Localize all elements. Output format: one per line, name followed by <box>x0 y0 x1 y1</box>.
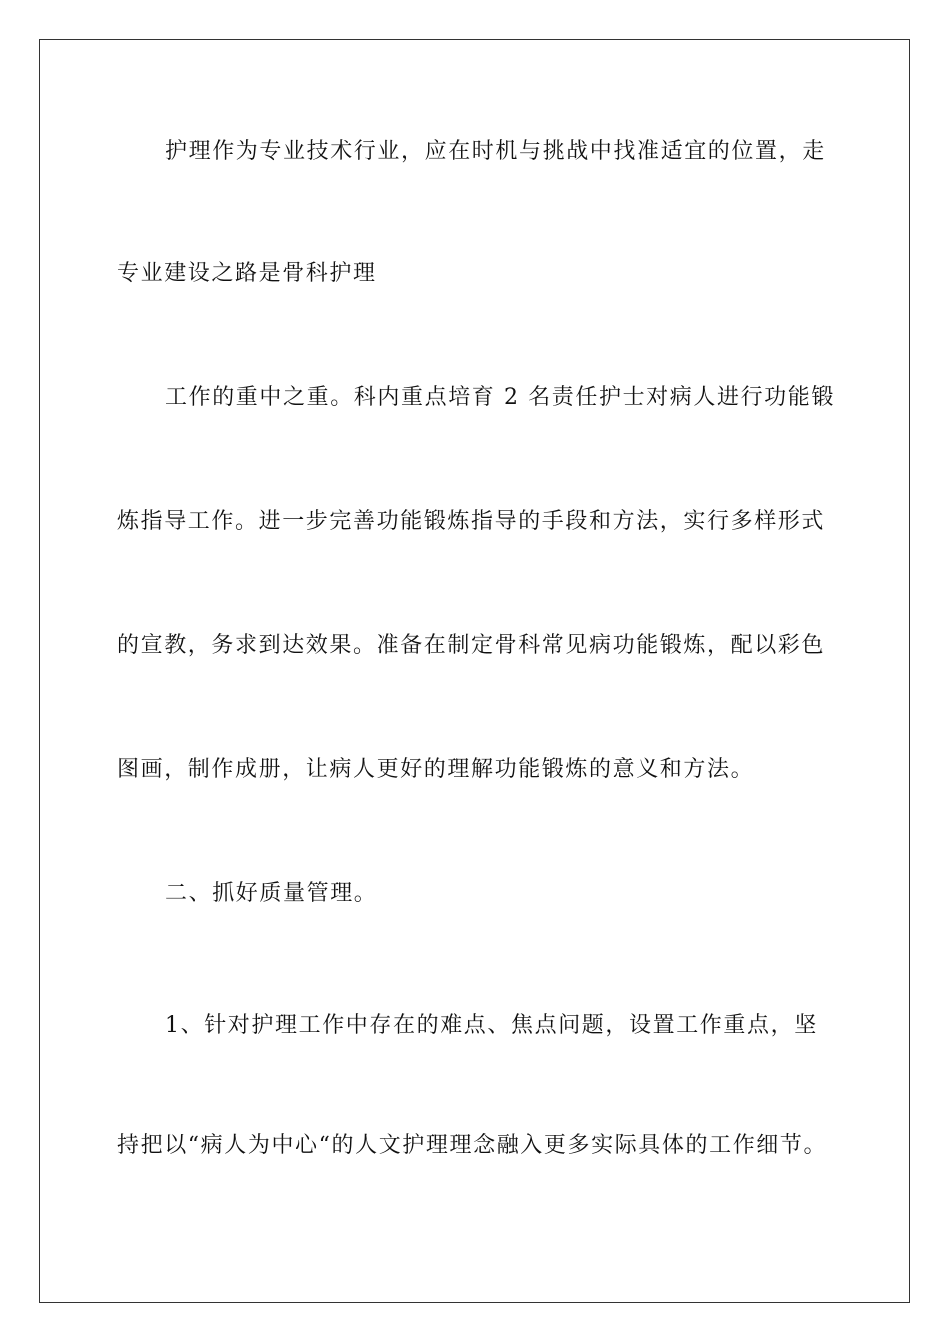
paragraph-line-2: 专业建设之路是骨科护理 <box>117 261 377 286</box>
paragraph-line-8: 1、针对护理工作中存在的难点、焦点问题，设置工作重点，坚 <box>165 1013 818 1038</box>
paragraph-line-4: 炼指导工作。进一步完善功能锻炼指导的手段和方法，实行多样形式 <box>117 509 826 534</box>
paragraph-line-5: 的宣教，务求到达效果。准备在制定骨科常见病功能锻炼，配以彩色 <box>117 633 826 658</box>
paragraph-line-1: 护理作为专业技术行业，应在时机与挑战中找准适宜的位置，走 <box>165 139 826 164</box>
paragraph-line-9: 持把以“病人为中心“的人文护理理念融入更多实际具体的工作细节。 <box>117 1133 828 1158</box>
paragraph-line-6: 图画，制作成册，让病人更好的理解功能锻炼的意义和方法。 <box>117 757 755 782</box>
section-heading: 二、抓好质量管理。 <box>165 881 378 906</box>
paragraph-line-3: 工作的重中之重。科内重点培育 2 名责任护士对病人进行功能锻 <box>165 385 835 410</box>
page-border <box>39 39 910 1303</box>
